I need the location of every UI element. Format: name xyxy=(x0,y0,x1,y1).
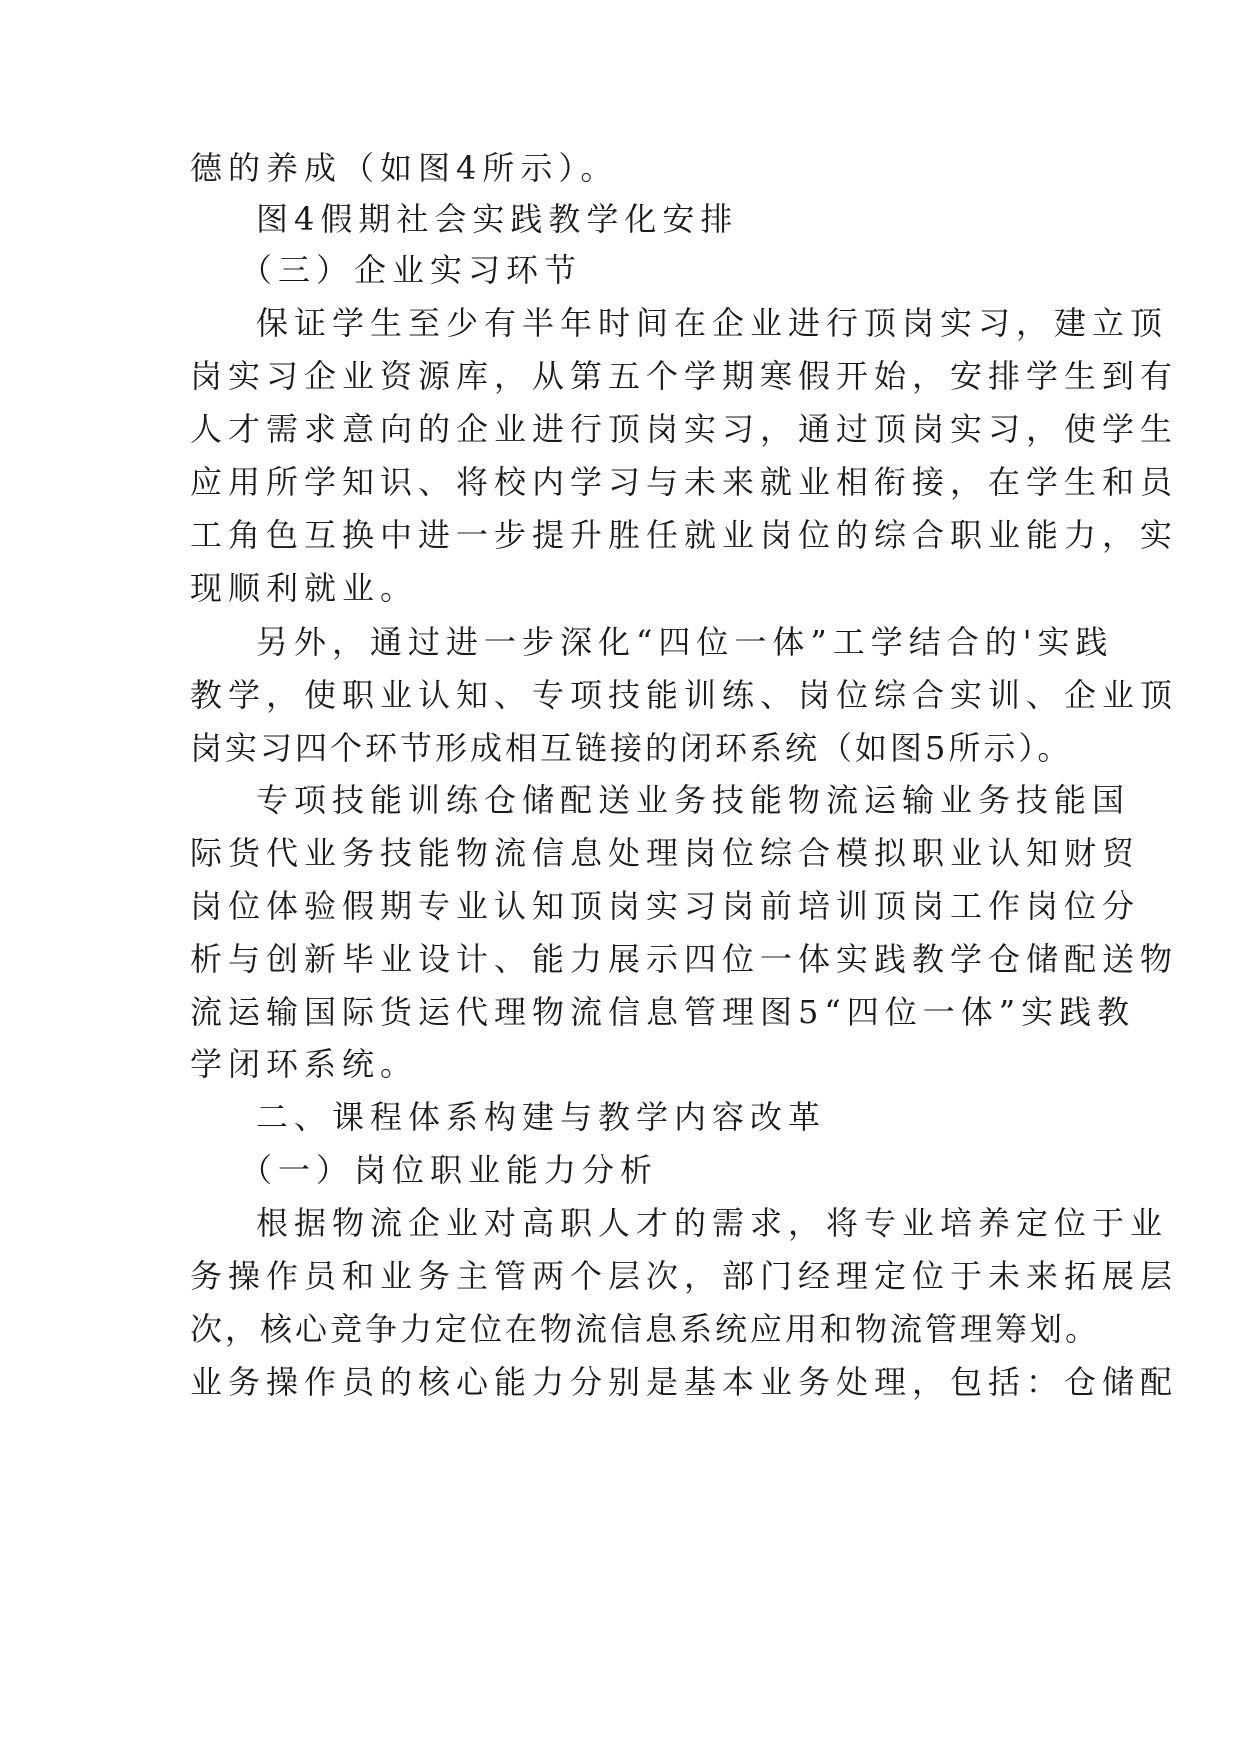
text-line: 应用所学知识、将校内学习与未来就业相衔接，在学生和员 xyxy=(190,463,1179,501)
figure-caption: 图4假期社会实践教学化安排 xyxy=(256,200,739,238)
text-line: 专项技能训练仓储配送业务技能物流运输业务技能国 xyxy=(256,781,1131,819)
text-line: 学闭环系统。 xyxy=(190,1045,419,1083)
text-line: 保证学生至少有半年时间在企业进行顶岗实习，建立顶 xyxy=(256,304,1169,342)
text-line: 业务操作员的核心能力分别是基本业务处理，包括：仓储配 xyxy=(190,1363,1179,1401)
text-line: 另外，通过进一步深化“四位一体”工学结合的'实践 xyxy=(256,623,1114,661)
text-line: 人才需求意向的企业进行顶岗实习，通过顶岗实习，使学生 xyxy=(190,410,1179,448)
section-heading: （三）企业实习环节 xyxy=(240,251,583,289)
text-line: 流运输国际货运代理物流信息管理图5“四位一体”实践教 xyxy=(190,993,1136,1031)
text-line: 岗实习企业资源库，从第五个学期寒假开始，安排学生到有 xyxy=(190,357,1179,395)
text-line: 现顺利就业。 xyxy=(190,569,419,607)
text-line: 工角色互换中进一步提升胜任就业岗位的综合职业能力，实 xyxy=(190,516,1179,554)
text-line: 务操作员和业务主管两个层次，部门经理定位于未来拓展层 xyxy=(190,1257,1179,1295)
text-line: 际货代业务技能物流信息处理岗位综合模拟职业认知财贸 xyxy=(190,834,1141,872)
text-line: 岗实习四个环节形成相互链接的闭环系统（如图5所示）。 xyxy=(190,729,1073,767)
text-line: 岗位体验假期专业认知顶岗实习岗前培训顶岗工作岗位分 xyxy=(190,887,1141,925)
text-line: 德的养成（如图4所示）。 xyxy=(190,149,619,187)
section-heading: 二、课程体系构建与教学内容改革 xyxy=(256,1098,827,1136)
text-line: 教学，使职业认知、专项技能训练、岗位综合实训、企业顶 xyxy=(190,676,1179,714)
text-line: 次，核心竞争力定位在物流信息系统应用和物流管理筹划。 xyxy=(190,1310,1101,1348)
subsection-heading: （一）岗位职业能力分析 xyxy=(240,1151,659,1189)
text-line: 根据物流企业对高职人才的需求，将专业培养定位于业 xyxy=(256,1204,1169,1242)
text-line: 析与创新毕业设计、能力展示四位一体实践教学仓储配送物 xyxy=(190,940,1179,978)
